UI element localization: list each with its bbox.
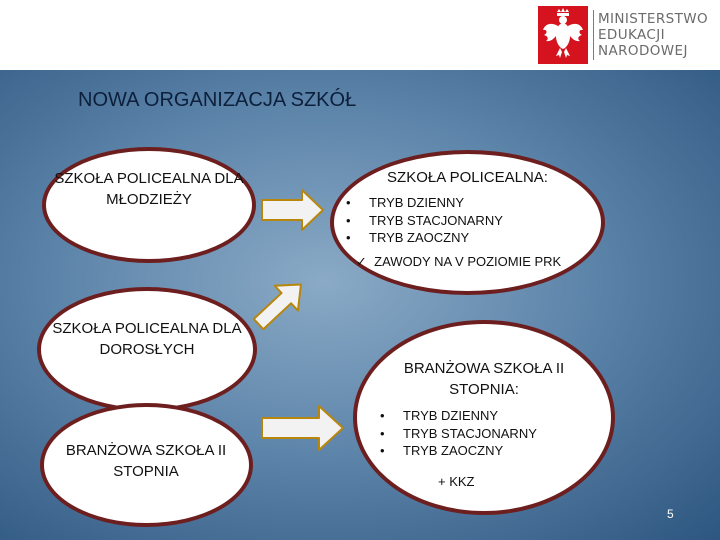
- logo-line-1: MINISTERSTWO: [598, 11, 709, 27]
- check-item-label: ZAWODY NA V POZIOMIE PRK: [374, 254, 562, 269]
- list-item: • TRYB ZAOCZNY: [343, 229, 503, 247]
- arrow-diagonal-up: [247, 272, 313, 336]
- oval-label-branzowa-left: BRANŻOWA SZKOŁA II STOPNIA: [65, 442, 227, 480]
- list-item: • TRYB STACJONARNY: [377, 425, 537, 443]
- slide-title: NOWA ORGANIZACJA SZKÓŁ: [78, 89, 357, 111]
- arrow-right-top: [262, 190, 323, 230]
- oval-label-mlodziezy: SZKOŁA POLICEALNA DLA MŁODZIEŻY: [54, 170, 244, 208]
- policealna-heading: SZKOŁA POLICEALNA:: [387, 169, 548, 186]
- check-item: [356, 254, 561, 270]
- policealna-modes-list: [343, 194, 503, 247]
- list-item: • TRYB DZIENNY: [343, 194, 503, 212]
- kkz-label: + KKZ: [438, 474, 475, 489]
- checkmark-icon: ✓: [356, 254, 367, 269]
- branzowa-modes-list: [377, 407, 537, 460]
- page-number: 5: [667, 507, 674, 521]
- oval-label-doroslych: SZKOŁA POLICEALNA DLA DOROSŁYCH: [52, 320, 242, 358]
- list-item: • TRYB STACJONARNY: [343, 212, 503, 230]
- branzowa-heading: BRANŻOWA SZKOŁA II STOPNIA:: [403, 360, 565, 398]
- logo-line-3: NARODOWEJ: [598, 43, 688, 59]
- list-item: • TRYB ZAOCZNY: [377, 442, 537, 460]
- arrow-right-bottom: [262, 406, 343, 450]
- logo-line-2: EDUKACJI: [598, 27, 666, 43]
- list-item: • TRYB DZIENNY: [377, 407, 537, 425]
